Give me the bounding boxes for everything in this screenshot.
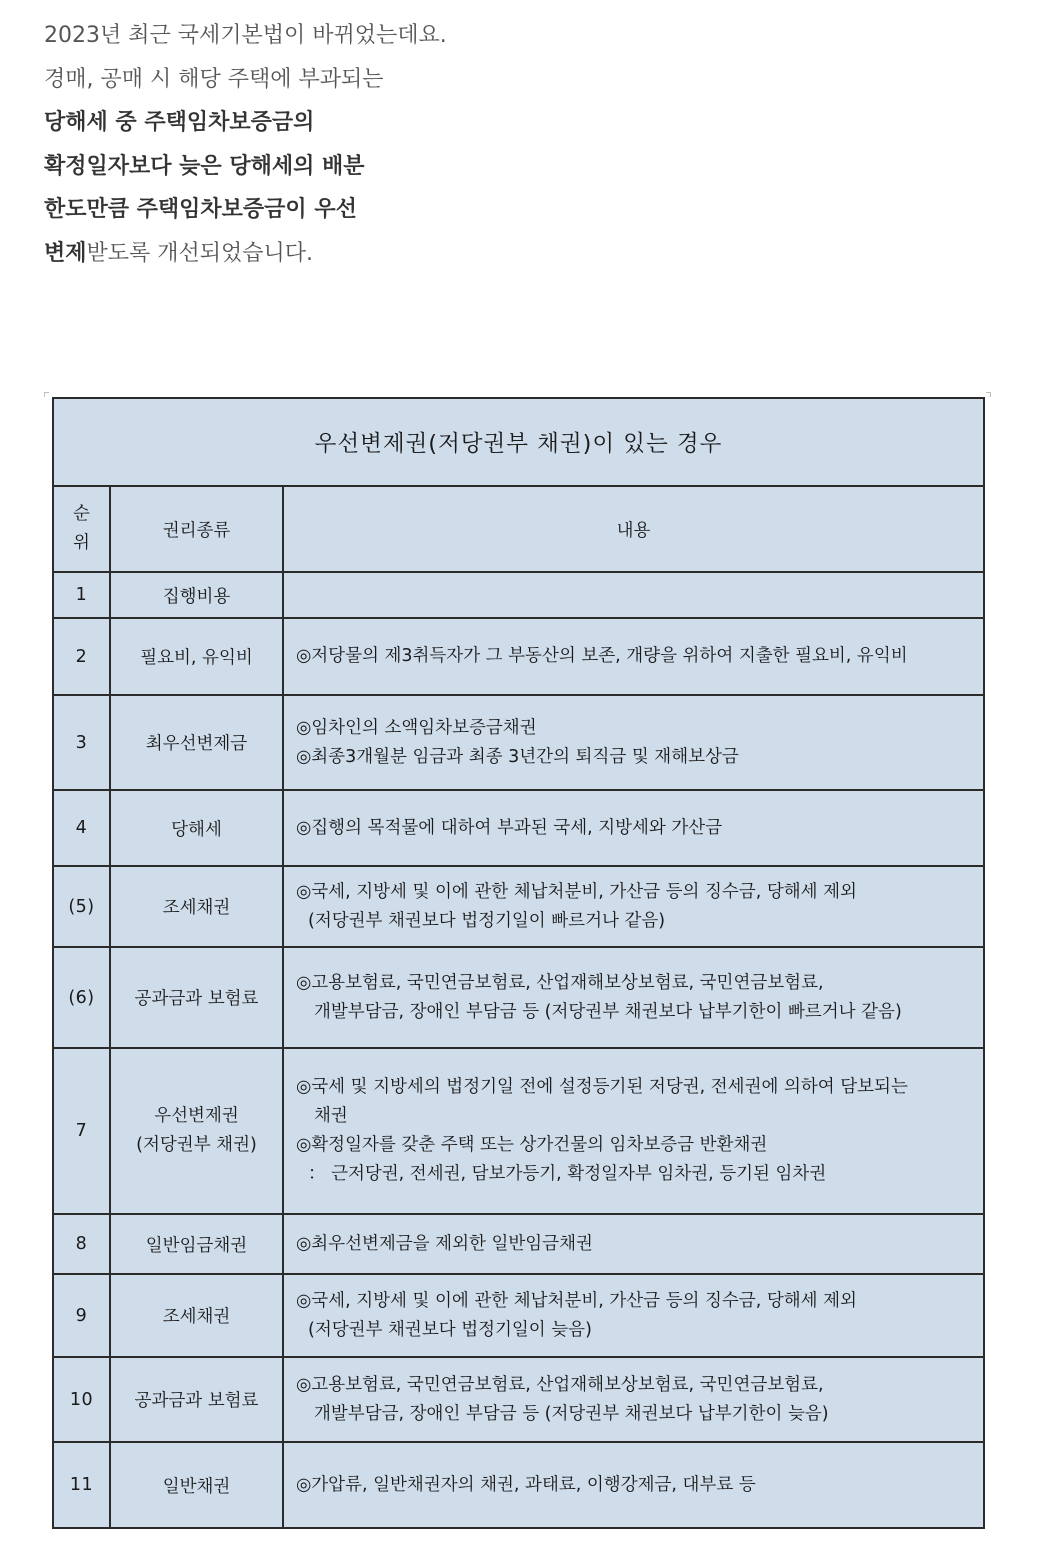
type-cell: 집행비용	[110, 572, 283, 618]
content-cell: ◎가압류, 일반채권자의 채권, 과태료, 이행강제금, 대부료 등	[283, 1442, 984, 1528]
type-cell: 공과금과 보험료	[110, 1357, 283, 1442]
image-corner-mark	[986, 392, 991, 397]
table-row	[53, 790, 984, 866]
image-corner-mark	[44, 392, 49, 397]
type-cell: 공과금과 보험료	[110, 947, 283, 1048]
intro-line: 한도만큼 주택임차보증금이 우선	[44, 197, 357, 222]
table-title: 우선변제권(저당권부 채권)이 있는 경우	[53, 398, 984, 486]
type-cell: 일반임금채권	[110, 1214, 283, 1274]
type-cell: 최우선변제금	[110, 695, 283, 790]
content-cell: ◎국세, 지방세 및 이에 관한 체납처분비, 가산금 등의 징수금, 당해세 제외 (저당권부 채권보다 법정기일이 빠르거나 같음)	[283, 866, 984, 947]
type-cell: 필요비, 유익비	[110, 618, 283, 695]
table-row	[53, 1442, 984, 1528]
rank-cell: (6)	[53, 947, 110, 1048]
rank-cell: 3	[53, 695, 110, 790]
type-cell: 조세채권	[110, 866, 283, 947]
content-cell	[283, 572, 984, 618]
priority-table	[52, 397, 985, 1529]
intro-line: 2023년 최근 국세기본법이 바뀌었는데요.	[44, 23, 447, 48]
content-cell: ◎임차인의 소액임차보증금채권 ◎최종3개월분 임금과 최종 3년간의 퇴직금 및 재해보상금	[283, 695, 984, 790]
rank-cell: 9	[53, 1274, 110, 1357]
table-title-row	[53, 398, 984, 486]
type-cell: 조세채권	[110, 1274, 283, 1357]
header-rank-line: 순	[73, 504, 90, 524]
rank-cell: 8	[53, 1214, 110, 1274]
rank-cell: 7	[53, 1048, 110, 1214]
content-cell: ◎국세, 지방세 및 이에 관한 체납처분비, 가산금 등의 징수금, 당해세 제외 (저당권부 채권보다 법정기일이 늦음)	[283, 1274, 984, 1357]
table-row	[53, 947, 984, 1048]
type-cell: 일반채권	[110, 1442, 283, 1528]
rank-cell: (5)	[53, 866, 110, 947]
content-cell: ◎고용보험료, 국민연금보험료, 산업재해보상보험료, 국민연금보험료, 개발부담금, 장애인 부담금 등 (저당권부 채권보다 납부기한이 빠르거나 같음)	[283, 947, 984, 1048]
header-type: 권리종류	[110, 486, 283, 572]
table-row	[53, 1048, 984, 1214]
table-row	[53, 1214, 984, 1274]
table-header-row	[53, 486, 984, 572]
table-row	[53, 572, 984, 618]
header-rank-line: 위	[73, 533, 90, 553]
content-cell: ◎집행의 목적물에 대하여 부과된 국세, 지방세와 가산금	[283, 790, 984, 866]
intro-line: 경매, 공매 시 해당 주택에 부과되는	[44, 66, 384, 92]
content-cell: ◎고용보험료, 국민연금보험료, 산업재해보상보험료, 국민연금보험료, 개발부담금, 장애인 부담금 등 (저당권부 채권보다 납부기한이 늦음)	[283, 1357, 984, 1442]
rank-cell: 2	[53, 618, 110, 695]
table-row	[53, 866, 984, 947]
rank-cell: 4	[53, 790, 110, 866]
intro-text	[44, 14, 1004, 275]
content-cell: ◎최우선변제금을 제외한 일반임금채권	[283, 1214, 984, 1274]
type-cell: 우선변제권 (저당권부 채권)	[110, 1048, 283, 1214]
rank-cell: 1	[53, 572, 110, 618]
intro-line: 변제받도록 개선되었습니다.	[44, 240, 314, 266]
header-rank	[53, 486, 110, 572]
content-cell: ◎국세 및 지방세의 법정기일 전에 설정등기된 저당권, 전세권에 의하여 담보되는 채권 ◎확정일자를 갖춘 주택 또는 상가건물의 임차보증금 반환채권 ： 근저당권, 전세권, 담보가등기, 확정일자부 임차권, 등기된 임차권	[283, 1048, 984, 1214]
header-content: 내용	[283, 486, 984, 572]
content-cell: ◎저당물의 제3취득자가 그 부동산의 보존, 개량을 위하여 지출한 필요비, 유익비	[283, 618, 984, 695]
table-row	[53, 695, 984, 790]
type-cell: 당해세	[110, 790, 283, 866]
table-row	[53, 1274, 984, 1357]
intro-line: 확정일자보다 늦은 당해세의 배분	[44, 153, 365, 179]
table-row	[53, 1357, 984, 1442]
rank-cell: 11	[53, 1442, 110, 1528]
rank-cell: 10	[53, 1357, 110, 1442]
intro-line: 당해세 중 주택임차보증금의	[44, 110, 315, 135]
table-row	[53, 618, 984, 695]
